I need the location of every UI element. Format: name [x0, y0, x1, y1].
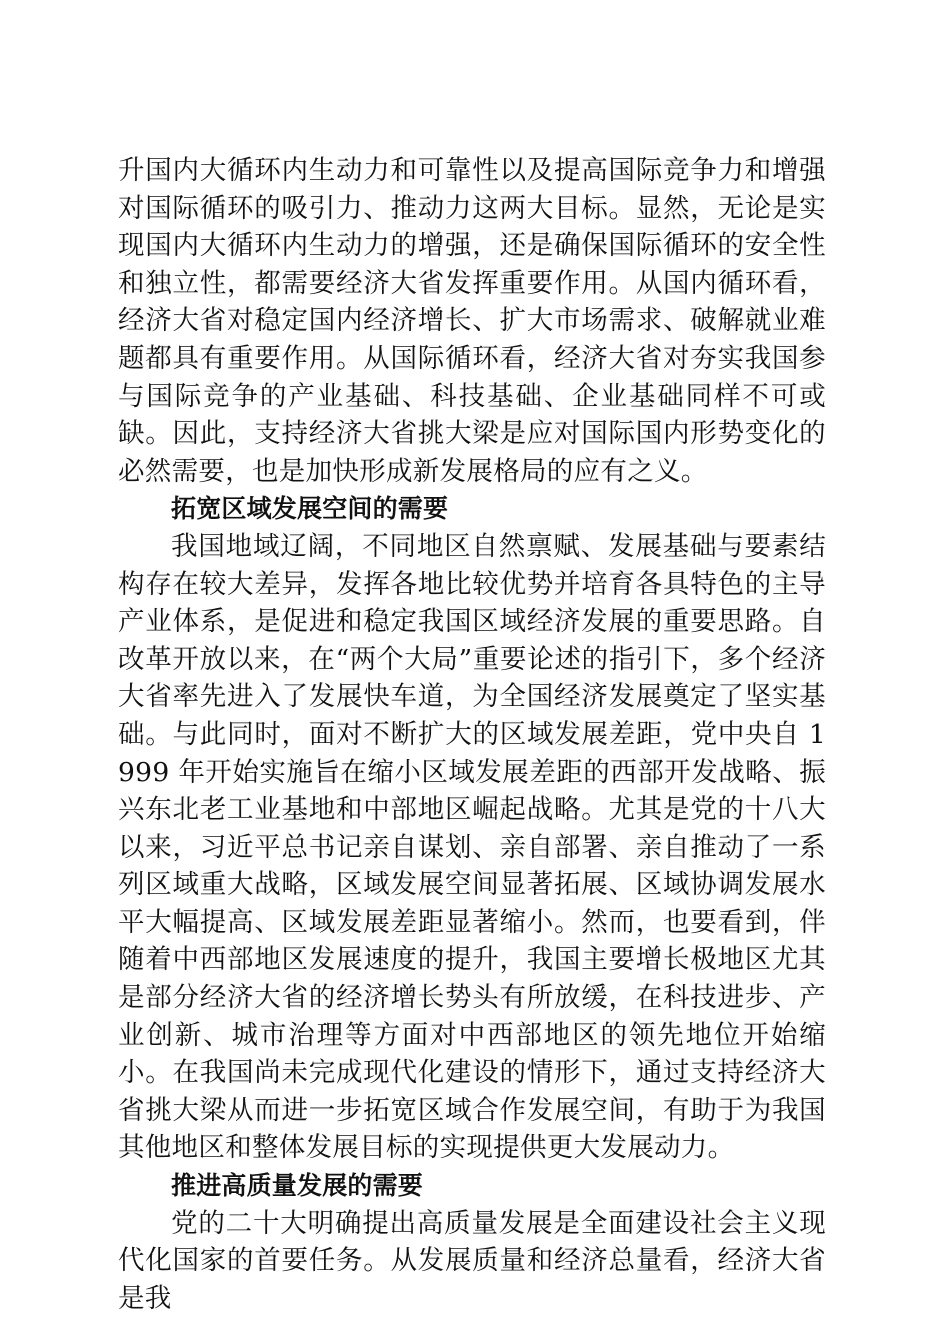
body-paragraph: 我国地域辽阔，不同地区自然禀赋、发展基础与要素结构存在较大差异，发挥各地比较优势并培育各具特色的主导产业体系，是促进和稳定我国区域经济发展的重要思路。自改革开放以来，在“两个大局”重要论述的指引下，多个经济大省率先进入了发展快车道，为全国经济发展奠定了坚实基础。与此同时，面对不断扩大的区域发展差距，党中央自 1999 年开始实施旨在缩小区域发展差距的西部开发战略、振兴东北老工业基地和中部地区崛起战略。尤其是党的十八大以来，习近平总书记亲自谋划、亲自部署、亲自推动了一系列区域重大战略，区域发展空间显著拓展、区域协调发展水平大幅提高、区域发展差距显著缩小。然而，也要看到，伴随着中西部地区发展速度的提升，我国主要增长极地区尤其是部分经济大省的经济增长势头有所放缓，在科技进步、产业创新、城市治理等方面对中西部地区的领先地位开始缩小。在我国尚未完成现代化建设的情形下，通过支持经济大省挑大梁从而进一步拓宽区域合作发展空间，有助于为我国其他地区和整体发展目标的实现提供更大发展动力。: [118, 530, 826, 1164]
body-paragraph: 升国内大循环内生动力和可靠性以及提高国际竞争力和增强对国际循环的吸引力、推动力这两大目标。显然，无论是实现国内大循环内生动力的增强，还是确保国际循环的安全性和独立性，都需要经济大省发挥重要作用。从国内循环看，经济大省对稳定国内经济增长、扩大市场需求、破解就业难题都具有重要作用。从国际循环看，经济大省对夯实我国参与国际竞争的产业基础、科技基础、企业基础同样不可或缺。因此，支持经济大省挑大梁是应对国际国内形势变化的必然需要，也是加快形成新发展格局的应有之义。: [118, 155, 826, 487]
document-page: [118, 152, 826, 1317]
section-heading-regional-space: 拓宽区域发展空间的需要: [171, 494, 449, 524]
body-paragraph: 党的二十大明确提出高质量发展是全面建设社会主义现代化国家的首要任务。从发展质量和经济总量看，经济大省是我: [118, 1207, 826, 1314]
section-heading-high-quality-development: 推进高质量发展的需要: [171, 1171, 424, 1201]
